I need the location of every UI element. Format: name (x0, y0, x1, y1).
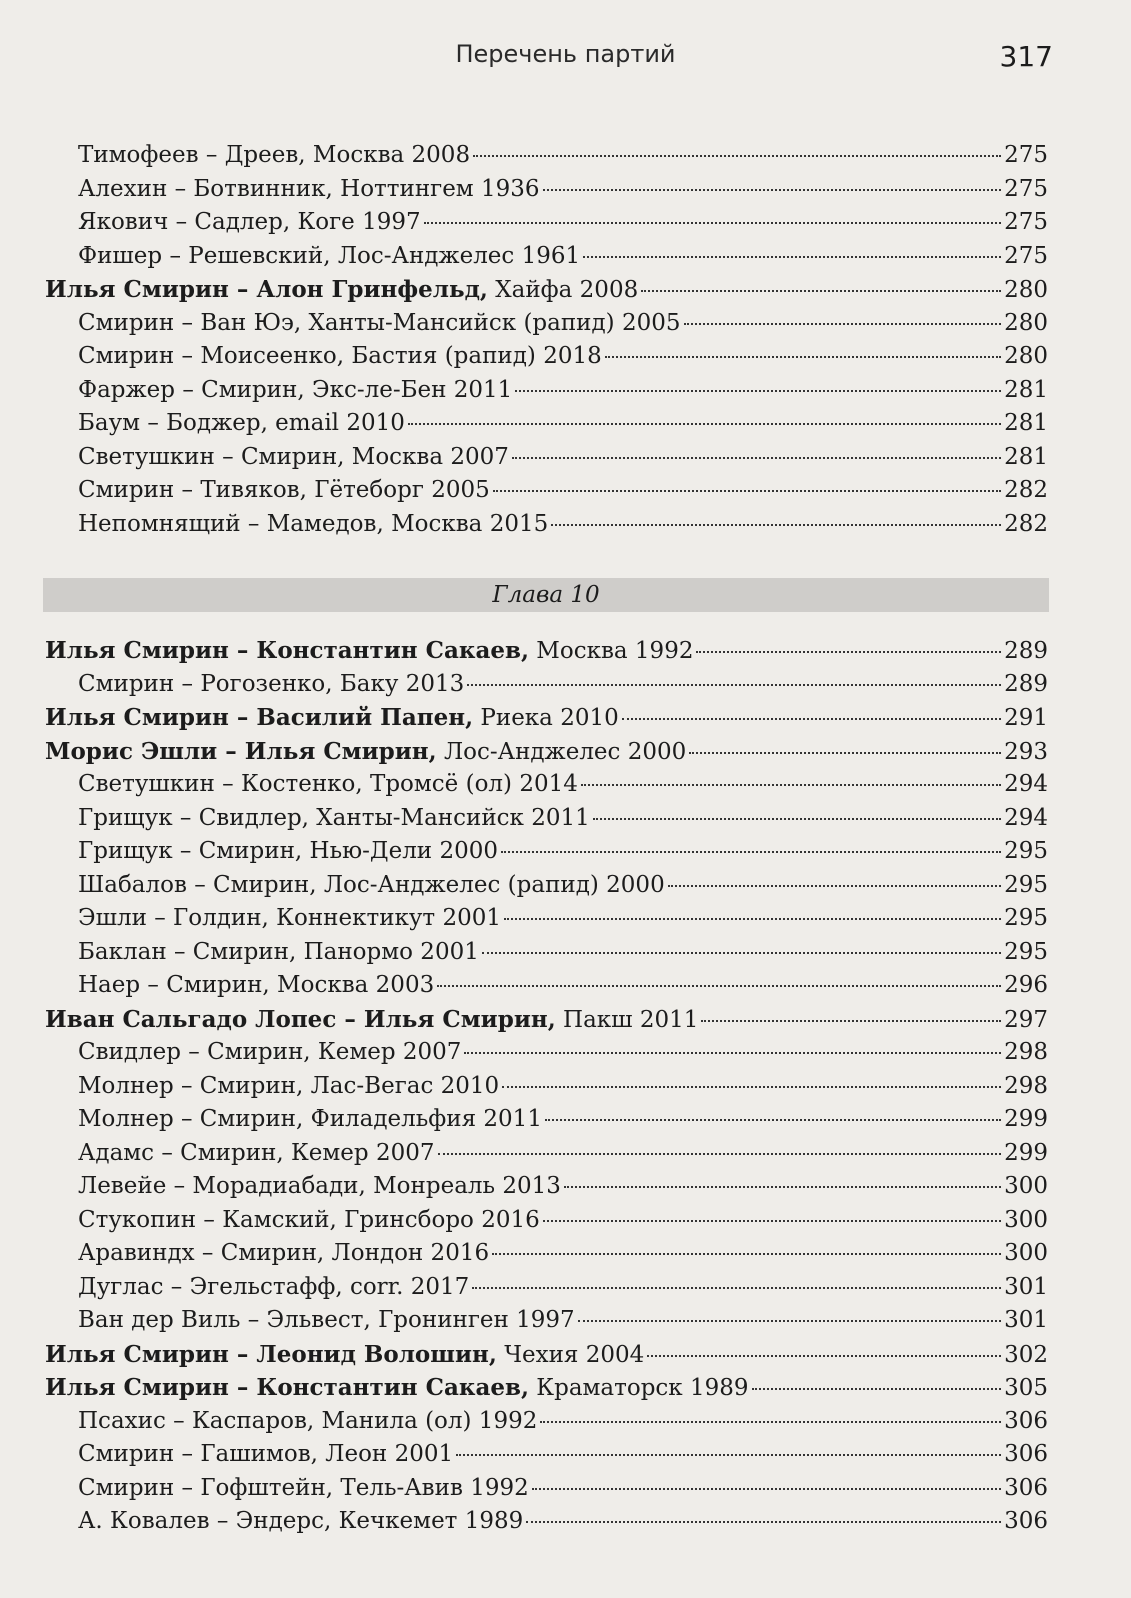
game-text: А. Ковалев – Эндерс, Кечкемет 1989 (78, 1508, 524, 1534)
game-text: Фишер – Решевский, Лос-Анджелес 1961 (78, 242, 581, 269)
game-entry-sub (0, 307, 1131, 341)
game-text: Смирин – Моисеенко, Бастия (рапид) 2018 (78, 343, 602, 369)
game-text: Краматорск 1989 (528, 1375, 749, 1401)
dot-leader (684, 323, 1002, 325)
game-entry-sub (0, 508, 1131, 542)
page-ref: 295 (1004, 838, 1048, 864)
page-ref: 300 (1004, 1240, 1048, 1266)
players-bold: Морис Эшли – Илья Смирин, (45, 737, 437, 765)
game-entry-sub (0, 1472, 1131, 1506)
game-text: Ван дер Виль – Эльвест, Гронинген 1997 (78, 1307, 575, 1333)
game-entry-sub (0, 768, 1131, 802)
game-entry-sub (0, 1103, 1131, 1137)
page-ref: 306 (1004, 1474, 1048, 1501)
game-text: Смирин – Гофштейн, Тель-Авив 1992 (78, 1474, 529, 1501)
game-text: Светушкин – Костенко, Тромсё (ол) 2014 (78, 771, 578, 797)
game-entry-main (0, 1338, 1131, 1372)
dot-leader (493, 490, 1001, 492)
game-text: Свидлер – Смирин, Кемер 2007 (78, 1039, 462, 1065)
dot-leader (543, 189, 1002, 191)
game-text: Псахис – Каспаров, Манила (ол) 1992 (78, 1407, 538, 1434)
page-ref: 299 (1004, 1139, 1048, 1166)
page-number: 317 (999, 40, 1053, 73)
game-entry-sub (0, 1438, 1131, 1472)
page-ref: 275 (1004, 175, 1048, 202)
game-entry-sub (0, 902, 1131, 936)
page-ref: 282 (1004, 477, 1048, 503)
game-text: Шабалов – Смирин, Лос-Анджелес (рапид) 2000 (78, 871, 665, 898)
game-entry-sub (0, 340, 1131, 374)
dot-leader (668, 885, 1001, 887)
game-text: Баум – Боджер, email 2010 (78, 410, 405, 436)
dot-leader (641, 290, 1001, 292)
dot-leader (752, 1388, 1002, 1390)
page-ref: 289 (1004, 670, 1048, 697)
chapter-heading: Глава 10 (492, 582, 600, 608)
game-text: Якович – Садлер, Коге 1997 (78, 209, 421, 235)
page-ref: 291 (1004, 705, 1048, 731)
players-bold: Илья Смирин – Алон Гринфельд, (45, 276, 488, 303)
game-text: Грищук – Свидлер, Ханты-Мансийск 2011 (78, 804, 590, 831)
page-ref: 275 (1004, 209, 1048, 235)
page-title: Перечень партий (455, 40, 676, 68)
page-ref: 300 (1004, 1206, 1048, 1233)
page-ref: 298 (1004, 1039, 1048, 1065)
dot-leader (622, 718, 1001, 720)
game-entry-sub (0, 474, 1131, 508)
dot-leader (578, 1320, 1001, 1322)
game-entry-main (0, 701, 1131, 735)
game-text: Тимофеев – Дреев, Москва 2008 (78, 142, 471, 168)
dot-leader (605, 356, 1001, 358)
game-text: Фаржер – Смирин, Экс-ле-Бен 2011 (78, 376, 513, 403)
game-text: Пакш 2011 (555, 1006, 699, 1033)
dot-leader (532, 1488, 1001, 1490)
dot-leader (456, 1454, 1001, 1456)
page-ref: 296 (1004, 972, 1048, 998)
game-entry-sub (0, 869, 1131, 903)
game-entry-sub (0, 139, 1131, 173)
dot-leader (689, 752, 1001, 754)
page-ref: 280 (1004, 343, 1048, 369)
dot-leader (526, 1521, 1001, 1523)
game-text: Риека 2010 (473, 705, 619, 731)
game-entry-sub (0, 1170, 1131, 1204)
dot-leader (701, 1020, 1001, 1022)
game-text: Грищук – Смирин, Нью-Дели 2000 (78, 838, 498, 864)
game-entry-sub (0, 936, 1131, 970)
page-ref: 275 (1004, 142, 1048, 168)
game-entry-sub (0, 407, 1131, 441)
game-text: Аравиндх – Смирин, Лондон 2016 (78, 1240, 490, 1266)
dot-leader (564, 1186, 1001, 1188)
game-entry-sub (0, 1070, 1131, 1104)
page-ref: 306 (1004, 1508, 1048, 1534)
dot-leader (464, 1052, 1001, 1054)
game-entry-sub (0, 1204, 1131, 1238)
game-entry-sub (0, 1304, 1131, 1338)
page-ref: 280 (1004, 277, 1048, 303)
game-entry-main (0, 1003, 1131, 1037)
page-ref: 275 (1004, 242, 1048, 269)
game-entry-sub (0, 240, 1131, 274)
page-ref: 297 (1004, 1006, 1048, 1033)
game-text: Дуглас – Эгельстафф, corr. 2017 (78, 1273, 470, 1300)
dot-leader (543, 1220, 1001, 1222)
page-ref: 281 (1004, 376, 1048, 403)
page-ref: 305 (1004, 1375, 1048, 1401)
dot-leader (581, 784, 1001, 786)
dot-leader (696, 651, 1001, 653)
game-entry-main (0, 1371, 1131, 1405)
game-list-section-2 (0, 634, 1131, 1539)
players-bold: Илья Смирин – Василий Папен, (45, 704, 474, 731)
page-ref: 294 (1004, 804, 1048, 831)
dot-leader (438, 1153, 1002, 1155)
page-ref: 295 (1004, 905, 1048, 931)
players-bold: Илья Смирин – Константин Сакаев, (45, 637, 529, 664)
game-entry-sub (0, 173, 1131, 207)
page-ref: 295 (1004, 871, 1048, 898)
game-entry-sub (0, 835, 1131, 869)
page-ref: 281 (1004, 443, 1048, 470)
chapter-heading-bar (43, 578, 1049, 612)
dot-leader (473, 155, 1001, 157)
game-text: Непомнящий – Мамедов, Москва 2015 (78, 510, 549, 537)
dot-leader (551, 524, 1001, 526)
players-bold: Илья Смирин – Леонид Волошин, (45, 1340, 497, 1368)
game-text: Адамс – Смирин, Кемер 2007 (78, 1139, 435, 1166)
game-entry-sub (0, 374, 1131, 408)
game-entry-sub (0, 668, 1131, 702)
game-text: Алехин – Ботвинник, Ноттингем 1936 (78, 175, 540, 202)
game-text: Молнер – Смирин, Филадельфия 2011 (78, 1106, 542, 1132)
game-entry-main (0, 634, 1131, 668)
game-text: Смирин – Ван Юэ, Ханты-Мансийск (рапид) 2005 (78, 309, 681, 336)
game-entry-sub (0, 969, 1131, 1003)
dot-leader (540, 1421, 1001, 1423)
game-text: Баклан – Смирин, Панормо 2001 (78, 938, 479, 965)
game-text: Смирин – Гашимов, Леон 2001 (78, 1441, 454, 1467)
game-text: Наер – Смирин, Москва 2003 (78, 972, 435, 998)
game-entry-sub (0, 1137, 1131, 1171)
dot-leader (472, 1287, 1001, 1289)
game-entry-sub (0, 1237, 1131, 1271)
game-text: Левейе – Морадиабади, Монреаль 2013 (78, 1173, 561, 1199)
game-text: Светушкин – Смирин, Москва 2007 (78, 443, 509, 470)
page-ref: 301 (1004, 1307, 1048, 1333)
game-text: Молнер – Смирин, Лас-Вегас 2010 (78, 1072, 500, 1099)
dot-leader (424, 222, 1001, 224)
dot-leader (545, 1119, 1001, 1121)
page-ref: 299 (1004, 1106, 1048, 1132)
page-ref: 281 (1004, 410, 1048, 436)
game-entry-sub (0, 441, 1131, 475)
game-text: Хайфа 2008 (487, 277, 639, 303)
game-text: Смирин – Рогозенко, Баку 2013 (78, 670, 465, 697)
page-ref: 293 (1004, 738, 1048, 765)
page-ref: 280 (1004, 309, 1048, 336)
dot-leader (593, 818, 1001, 820)
game-entry-sub (0, 1036, 1131, 1070)
players-bold: Иван Сальгадо Лопес – Илья Смирин, (45, 1005, 556, 1033)
game-entry-sub (0, 802, 1131, 836)
game-entry-main (0, 735, 1131, 769)
game-text: Лос-Анджелес 2000 (436, 738, 687, 765)
game-entry-sub (0, 1405, 1131, 1439)
page-ref: 301 (1004, 1273, 1048, 1300)
dot-leader (583, 256, 1001, 258)
dot-leader (512, 457, 1001, 459)
game-text: Стукопин – Камский, Гринсборо 2016 (78, 1206, 540, 1233)
game-entry-sub (0, 1505, 1131, 1539)
game-entry-sub (0, 1271, 1131, 1305)
game-list-section-1 (0, 139, 1131, 541)
game-text: Смирин – Тивяков, Гётеборг 2005 (78, 477, 490, 503)
game-text: Эшли – Голдин, Коннектикут 2001 (78, 905, 501, 931)
dot-leader (501, 851, 1001, 853)
dot-leader (408, 423, 1001, 425)
page-ref: 306 (1004, 1407, 1048, 1434)
game-entry-main (0, 273, 1131, 307)
players-bold: Илья Смирин – Константин Сакаев, (45, 1374, 529, 1401)
page-ref: 298 (1004, 1072, 1048, 1099)
dot-leader (437, 985, 1001, 987)
game-text: Чехия 2004 (496, 1341, 645, 1368)
dot-leader (482, 952, 1001, 954)
page-ref: 295 (1004, 938, 1048, 965)
game-entry-sub (0, 206, 1131, 240)
page-ref: 302 (1004, 1341, 1048, 1368)
dot-leader (647, 1355, 1001, 1357)
dot-leader (467, 684, 1001, 686)
game-text: Москва 1992 (528, 638, 694, 664)
page-ref: 289 (1004, 638, 1048, 664)
page-ref: 294 (1004, 771, 1048, 797)
page-ref: 282 (1004, 510, 1048, 537)
dot-leader (515, 390, 1001, 392)
page-ref: 306 (1004, 1441, 1048, 1467)
dot-leader (502, 1086, 1001, 1088)
dot-leader (492, 1253, 1001, 1255)
page-ref: 300 (1004, 1173, 1048, 1199)
dot-leader (504, 918, 1001, 920)
